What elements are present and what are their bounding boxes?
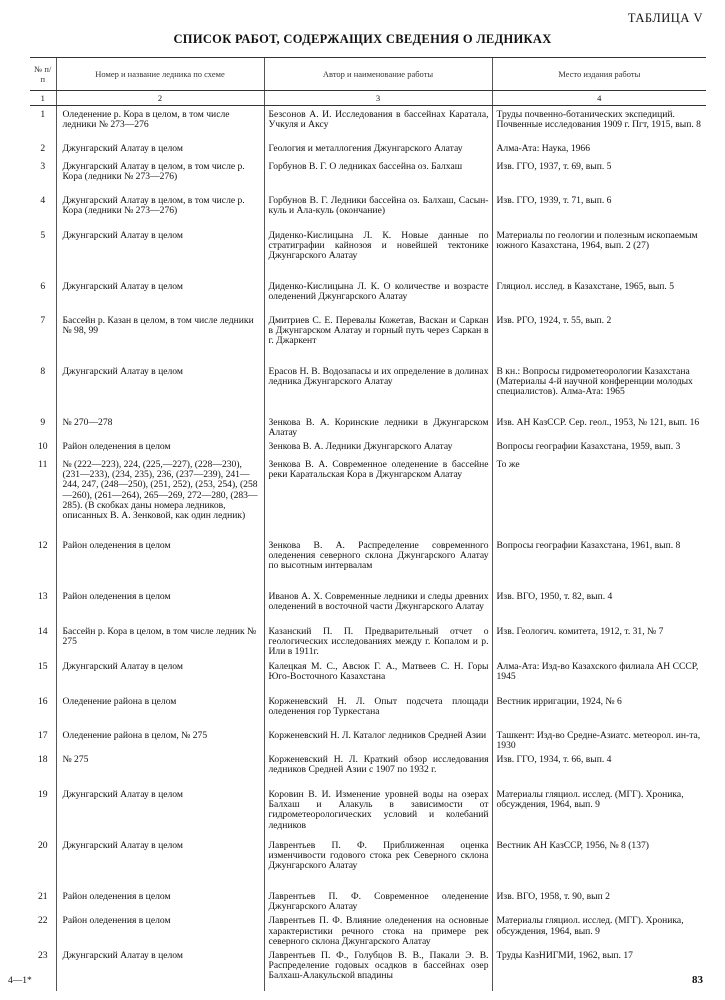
publication-cell: Изв. ВГО, 1958, т. 90, вып 2: [492, 888, 706, 912]
author-work-cell: Зенкова В. А. Ледники Джунгарского Алатау: [264, 438, 492, 456]
author-work-cell: Казанский П. П. Предварительный отчет о геологических исследованиях между г. Копалом и р. Или в 1911г.: [264, 623, 492, 658]
author-work-cell: Горбунов В. Г. О ледниках бассейна оз. Балхаш: [264, 158, 492, 192]
row-number: 3: [40, 160, 46, 172]
publication-cell: Алма-Ата: Изд-во Казахского филиала АН СССР, 1945: [492, 658, 706, 693]
signature-mark: 4—1*: [8, 976, 32, 986]
publication-cell: Вестник АН КазССР, 1956, № 8 (137): [492, 837, 706, 888]
publication-cell: Материалы гляциол. исслед. (МГГ). Хроника, обсуждения, 1964, вып. 9: [492, 786, 706, 837]
glacier-cell: Оледенение района в целом, № 275: [56, 727, 264, 751]
publication-cell: Изв. АН КазССР. Сер. геол., 1953, № 121, вып. 16: [492, 414, 706, 438]
author-work-cell: Зенкова В. А. Распределение современного оледенения северного склона Джунгарского Алатау по высотным интервалам: [264, 537, 492, 588]
table-row: [30, 658, 706, 693]
publication-cell: Изв. РГО, 1924, т. 55, вып. 2: [492, 312, 706, 363]
table-row: [30, 192, 706, 227]
row-number: 18: [37, 753, 48, 765]
row-number: 2: [40, 142, 46, 154]
author-work-cell: Коровин В. И. Изменение уровней воды на озерах Балхаш и Алакуль в зависимости от гидрометеорологических условий и колебаний ледников: [264, 786, 492, 837]
publication-cell: Гляциол. исслед. в Казахстане, 1965, вып. 5: [492, 278, 706, 312]
table-row: [30, 623, 706, 658]
author-work-cell: Ерасов Н. В. Водозапасы и их определение в долинах ледника Джунгарского Алатау: [264, 363, 492, 414]
table-row: [30, 414, 706, 438]
row-number: 15: [37, 660, 48, 672]
table-row: [30, 158, 706, 192]
column-number: 3: [264, 91, 492, 106]
author-work-cell: Лаврентьев П. Ф., Голубцов В. В., Пакали Э. В. Распределение годовых осадков в бассейнах озер Балхаш-Алакульской впадины: [264, 947, 492, 991]
table-row: [30, 438, 706, 456]
publication-cell: Материалы гляциол. исслед. (МГГ). Хроника, обсуждения, 1964, вып. 9: [492, 912, 706, 947]
glacier-cell: Бассейн р. Кора в целом, в том числе ледник № 275: [56, 623, 264, 658]
table-row: [30, 537, 706, 588]
author-work-cell: Зенкова В. А. Современное оледенение в бассейне реки Каратальская Кора в Джунгарском Алатау: [264, 456, 492, 537]
author-work-cell: Лаврентьев П. Ф. Приближенная оценка изменчивости годового стока рек Северного склона Джунгарского Алатау: [264, 837, 492, 888]
column-header-author: Автор и наименование работы: [264, 58, 492, 91]
column-header-place: Место издания работы: [492, 58, 706, 91]
row-number: 17: [37, 729, 48, 741]
author-work-cell: Геология и металлогения Джунгарского Алатау: [264, 140, 492, 158]
author-work-cell: Иванов А. Х. Современные ледники и следы древних оледенений в восточной части Джунгарского Алатау: [264, 588, 492, 623]
table-row: [30, 227, 706, 278]
glacier-cell: Район оледенения в целом: [56, 438, 264, 456]
table-row: [30, 140, 706, 158]
author-work-cell: Корженевский Н. Л. Опыт подсчета площади оледенения гор Туркестана: [264, 693, 492, 727]
publication-cell: Вопросы географии Казахстана, 1959, вып. 3: [492, 438, 706, 456]
row-number: 16: [37, 695, 48, 707]
glacier-cell: № 270—278: [56, 414, 264, 438]
column-number: 4: [492, 91, 706, 106]
glacier-cell: Бассейн р. Казан в целом, в том числе ледники № 98, 99: [56, 312, 264, 363]
table-header-row: [30, 58, 706, 91]
table-row: [30, 751, 706, 786]
table-row: [30, 727, 706, 751]
table-row: [30, 363, 706, 414]
publication-cell: Труды почвенно-ботанических экспедиций. Почвенные исследования 1909 г. Пгт, 1915, вып. 8: [492, 106, 706, 140]
row-number: 22: [37, 915, 48, 927]
glacier-cell: Район оледенения в целом: [56, 912, 264, 947]
column-number: 2: [56, 91, 264, 106]
author-work-cell: Калецкая М. С., Авсюк Г. А., Матвеев С. Н. Горы Юго-Восточного Казахстана: [264, 658, 492, 693]
author-work-cell: Диденко-Кислицына Л. К. О количестве и возрасте оледенений Джунгарского Алатау: [264, 278, 492, 312]
glacier-cell: Джунгарский Алатау в целом, в том числе р. Кора (ледники № 273—276): [56, 158, 264, 192]
column-number-row: [30, 91, 706, 106]
glacier-cell: Джунгарский Алатау в целом: [56, 947, 264, 991]
works-table: [30, 57, 706, 991]
author-work-cell: Корженевский Н. Л. Краткий обзор исследования ледников Средней Азии с 1907 по 1932 г.: [264, 751, 492, 786]
column-number: 1: [30, 91, 56, 106]
row-number: 20: [37, 839, 48, 851]
table-row: [30, 786, 706, 837]
author-work-cell: Лаврентьев П. Ф. Современное оледенение Джунгарского Алатау: [264, 888, 492, 912]
page-title: СПИСОК РАБОТ, СОДЕРЖАЩИХ СВЕДЕНИЯ О ЛЕДНИКАХ: [173, 32, 552, 46]
glacier-cell: № 275: [56, 751, 264, 786]
publication-cell: Изв. ГГО, 1937, т. 69, вып. 5: [492, 158, 706, 192]
publication-cell: Изв. Геологич. комитета, 1912, т. 31, № 7: [492, 623, 706, 658]
row-number: 6: [40, 280, 46, 292]
glacier-cell: Джунгарский Алатау в целом: [56, 786, 264, 837]
row-number: 8: [40, 365, 46, 377]
table-row: [30, 106, 706, 140]
table-row: [30, 693, 706, 727]
glacier-cell: Джунгарский Алатау в целом, в том числе р. Кора (ледники № 273—276): [56, 192, 264, 227]
glacier-cell: Район оледенения в целом: [56, 888, 264, 912]
table-row: [30, 888, 706, 912]
publication-cell: Вопросы географии Казахстана, 1961, вып. 8: [492, 537, 706, 588]
row-number: 21: [37, 890, 48, 902]
author-work-cell: Безсонов А. И. Исследования в бассейнах Каратала, Учкуля и Аксу: [264, 106, 492, 140]
row-number: 19: [37, 788, 48, 800]
row-number: 7: [40, 314, 46, 326]
author-work-cell: Диденко-Кислицына Л. К. Новые данные по стратиграфии кайнозоя и новейшей тектонике Джунгарского Алатау: [264, 227, 492, 278]
table-row: [30, 588, 706, 623]
glacier-cell: Джунгарский Алатау в целом: [56, 363, 264, 414]
glacier-cell: Джунгарский Алатау в целом: [56, 837, 264, 888]
row-number: 5: [40, 229, 46, 241]
row-number: 13: [37, 590, 48, 602]
glacier-cell: Джунгарский Алатау в целом: [56, 227, 264, 278]
row-number: 4: [40, 194, 46, 206]
table-row: [30, 278, 706, 312]
table-row: [30, 456, 706, 537]
publication-cell: Труды КазНИГМИ, 1962, вып. 17: [492, 947, 706, 991]
glacier-cell: Район оледенения в целом: [56, 537, 264, 588]
glacier-cell: Район оледенения в целом: [56, 588, 264, 623]
publication-cell: Вестник ирригации, 1924, № 6: [492, 693, 706, 727]
glacier-cell: № (222—223), 224, (225,—227), (228—230), (231—233), (234, 235), 236, (237—239), 241—244, 247, (248—250), (251, 252), (253, 254), (258—260), (261—264), 265—269, 272—280, (283—285). (В скобках даны номера ледников, описанных В. А. Зенковой, как один ледник): [56, 456, 264, 537]
author-work-cell: Зенкова В. А. Коринские ледники в Джунгарском Алатау: [264, 414, 492, 438]
row-number: 23: [37, 949, 48, 961]
author-work-cell: Корженевский Н. Л. Каталог ледников Средней Азии: [264, 727, 492, 751]
author-work-cell: Лаврентьев П. Ф. Влияние оледенения на основные характеристики речного стока на примере рек северного склона Джунгарского Алатау: [264, 912, 492, 947]
publication-cell: Алма-Ата: Наука, 1966: [492, 140, 706, 158]
table-row: [30, 312, 706, 363]
glacier-cell: Джунгарский Алатау в целом: [56, 278, 264, 312]
author-work-cell: Дмитриев С. Е. Перевалы Кожетав, Васкан и Саркан в Джунгарском Алатау и горный путь через Саркан в г. Джаркент: [264, 312, 492, 363]
row-number: 11: [38, 458, 48, 470]
table-row: [30, 947, 706, 991]
glacier-cell: Джунгарский Алатау в целом: [56, 140, 264, 158]
row-number: 10: [37, 440, 48, 452]
table-label: ТАБЛИЦА V: [627, 11, 703, 25]
publication-cell: Материалы по геологии и полезным ископаемым южного Казахстана, 1964, вып. 2 (27): [492, 227, 706, 278]
publication-cell: Изв. ГГО, 1934, т. 66, вып. 4: [492, 751, 706, 786]
publication-cell: Изв. ВГО, 1950, т. 82, вып. 4: [492, 588, 706, 623]
table-row: [30, 912, 706, 947]
page-number: 83: [692, 974, 703, 986]
publication-cell: Ташкент: Изд-во Средне-Азиатс. метеорол. ин-та, 1930: [492, 727, 706, 751]
table-row: [30, 837, 706, 888]
publication-cell: То же: [492, 456, 706, 537]
author-work-cell: Горбунов В. Г. Ледники бассейна оз. Балхаш, Сасын-куль и Ала-куль (окончание): [264, 192, 492, 227]
row-number: 12: [37, 539, 48, 551]
row-number: 14: [37, 625, 48, 637]
column-header-num: № п/п: [30, 58, 56, 91]
glacier-cell: Оледенение р. Кора в целом, в том числе ледники № 273—276: [56, 106, 264, 140]
publication-cell: Изв. ГГО, 1939, т. 71, вып. 6: [492, 192, 706, 227]
glacier-cell: Оледенение района в целом: [56, 693, 264, 727]
column-header-object: Номер и название ледника по схеме: [56, 58, 264, 91]
row-number: 9: [40, 416, 46, 428]
publication-cell: В кн.: Вопросы гидрометеорологии Казахстана (Материалы 4-й научной конференции молодых специалистов). Алма-Ата: 1965: [492, 363, 706, 414]
row-number: 1: [40, 109, 46, 120]
glacier-cell: Джунгарский Алатау в целом: [56, 658, 264, 693]
